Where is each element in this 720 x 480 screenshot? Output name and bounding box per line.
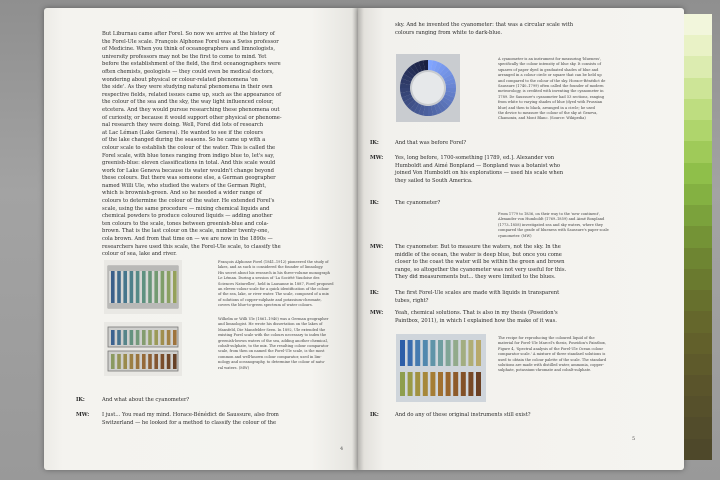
dialog-line: Yes, long before, 1700-something [1789, ed.]. Alexander von Humboldt and Aimé Bonpland — Bonpland was a botanist who joined Von Humboldt on his explorations — used his scale when they sailed to South America. (395, 155, 564, 184)
edge-tab-swatch (684, 248, 712, 269)
edge-tab-swatch (684, 333, 712, 354)
edge-tab-swatch (684, 417, 712, 438)
edge-tab-swatch (684, 290, 712, 311)
liquid-tube (423, 372, 428, 396)
ule-tube (136, 354, 140, 369)
dialog-speaker: IK: (370, 140, 379, 146)
left-page-number: 4 (340, 446, 344, 452)
liquid-tube (476, 340, 481, 366)
ule-tube (173, 330, 177, 345)
edge-tab-swatch (684, 163, 712, 184)
forel-tube (154, 271, 158, 303)
ule-tube (167, 330, 171, 345)
forel-tube (173, 271, 177, 303)
edge-tab-swatch (684, 141, 712, 162)
forel-tube (130, 271, 134, 303)
speaker-ik: IK: (76, 397, 85, 403)
liquid-tube (430, 372, 435, 396)
forel-scale-photo (104, 260, 182, 314)
edge-tab-swatch (684, 184, 712, 205)
liquid-tube (400, 340, 405, 366)
liquid-tube (423, 340, 428, 366)
humboldt-caption: From 1779 to 1836, on their way to the 'new continent', Alexander von Humboldt (1769–1859) and Aimé Bonpland (1773–1858) investigated sea and sky waters, where they compared the grade of blueness with Saussure's paper scale cyanometer. (MW) (498, 212, 609, 238)
liquid-tube (461, 340, 466, 366)
liquid-tube (408, 340, 413, 366)
ule-tube (111, 354, 115, 369)
ule-tube (161, 330, 165, 345)
cyanometer-caption: A cyanometer is an instrument for measuring 'blueness', specifically the colour intensity of blue sky. It consists of squares of paper dyed in graduated shades of blue and arranged in a colour circle or square that can be held up and compared to the colour of the sky. Horace-Bénédict de Saussure (1740–1799) often called the founder of modern meteorology, is credited with inventing the cyanometer in 1789. De Saussure's cyanometer had 53 sections, ranging from white to varying shades of blue (dyed with Prussian blue) and then to black, arranged in a circle; he used the device to measure the colour of the sky at Geneva, Chamonix, and Mont Blanc. (Source: Wikipedia) (498, 57, 606, 121)
book-gutter (352, 8, 364, 470)
forel-tube (142, 271, 146, 303)
forel-ule-scale-photo (104, 322, 182, 376)
dialog-speaker: IK: (370, 200, 379, 206)
dialog-speaker: IK: (370, 290, 379, 296)
ule-tube (130, 354, 134, 369)
speaker-mw: MW: (76, 412, 90, 418)
ule-tube (111, 330, 115, 345)
dialog-line: The cyanometer. But to measure the waters, not the sky. In the middle of the ocean, the water is deep blue, but once you come closer to the coast the water will be within the green and brown range, so altogether the cyanometer was not very useful for this. They did measurements but... they were limited to the blues. (395, 244, 567, 281)
edge-tab-swatch (684, 78, 712, 99)
edge-tab-swatch (684, 120, 712, 141)
liquid-tube (415, 372, 420, 396)
dialog-speaker: MW: (370, 244, 384, 250)
forel-tube (136, 271, 140, 303)
ule-tube (142, 354, 146, 369)
edge-tab-swatch (684, 205, 712, 226)
edge-tab-swatch (684, 35, 712, 56)
liquid-tube (453, 340, 458, 366)
ule-tube (148, 330, 152, 345)
ule-tube (173, 354, 177, 369)
edge-tab-swatch (684, 269, 712, 290)
liquid-tube (446, 372, 451, 396)
edge-tab-swatch (684, 14, 712, 35)
liquid-tube (438, 340, 443, 366)
edge-tab-swatch (684, 226, 712, 247)
edge-tab-swatch (684, 56, 712, 77)
ule-caption: Wilhelm or Willi Ule (1861–1940) was a German geographer and limnologist. He wrote his dissertation on the lakes of Mansfeld, Die Mansfelder Seen. In 1892, Ule extended the existing Forel scale with the colours necessary to index the greenish-brown waters of the sea, adding another chemical, cobalt-sulphate, to the mix. The resulting colour comparator scale, from then on named the Forel-Ule scale, is the most common and well-known colour comparator, used in lim- nology and oceanography, to determine the colour of natu- ral waters. (MW) (218, 317, 329, 370)
liquid-tube (461, 372, 466, 396)
edge-tab-swatch (684, 311, 712, 332)
ule-tube (154, 354, 158, 369)
ule-tube (154, 330, 158, 345)
forel-tube (167, 271, 171, 303)
dialog-speaker: MW: (370, 155, 384, 161)
edge-tab-swatch (684, 354, 712, 375)
ule-tube (136, 330, 140, 345)
forel-tube (123, 271, 127, 303)
forel-tube (161, 271, 165, 303)
liquid-tube (408, 372, 413, 396)
liquid-tube (468, 340, 473, 366)
dialog-line: And that was before Forel? (395, 140, 467, 146)
liquid-tube (453, 372, 458, 396)
ule-tube (117, 330, 121, 345)
colour-scale-edge-tabs (684, 14, 712, 460)
liquid-tube (446, 340, 451, 366)
edge-tab-swatch (684, 396, 712, 417)
left-mw-answer: I just... You read my mind. Horace-Bénédict de Saussure, also from Switzerland — he looked for a method to classify the colour of the (102, 412, 279, 426)
right-page-number: 5 (632, 436, 636, 442)
liquid-tube (430, 340, 435, 366)
ule-tube (123, 330, 127, 345)
dialog-speaker: IK: (370, 412, 379, 418)
dialog-line: And do any of these original instruments still exist? (395, 412, 531, 418)
edge-tab-swatch (684, 375, 712, 396)
liquid-tube (400, 372, 405, 396)
liquid-tube (438, 372, 443, 396)
cyanometer-photo (396, 54, 460, 122)
liquid-tubes-photo (396, 334, 486, 402)
dialog-line: The first Forel-Ule scales are made with liquids in transparent tubes, right? (395, 290, 560, 304)
forel-tube (117, 271, 121, 303)
liquid-tube (476, 372, 481, 396)
recipe-caption: The recipe for reproducing the coloured liquid of the material for Forel-Ule Marcel's thesis, Poseidon's Paintbox, Figure 4, 'Spectral analysis of the Forel-Ule Ocean colour comparator scale.' A mixture of three standard solutions is used to obtain the colour palette of the scale. The standard solutions are made with distilled water, ammonia, copper- sulphate, potassium-chromate and cobalt-sulphate. (498, 336, 607, 373)
forel-caption: François Alphonse Forel (1841–1912) pioneered the study of lakes, and as such is considered the founder of limnology. His secret about his research in his three-volume monograph Le Léman. During a session of 'La Société Vaudoise des Sciences Naturelles', held in Lausanne in 1887, Forel proposed an eleven-colour scale for a quick identification of the colour of the sea, lake, or river water. The scale, composed of a mix of solutions of copper-sulphate and potassium-chromate, covers the blue-to-green spectrum of water colours. (218, 260, 334, 308)
ule-tube (117, 354, 121, 369)
ule-tube (123, 354, 127, 369)
dialog-line: Yeah, chemical solutions. That is also in my thesis (Poseidon's Paintbox, 2011), in which I explained how the make of it was. (395, 310, 558, 324)
ule-tube (130, 330, 134, 345)
liquid-tube (468, 372, 473, 396)
left-body-text: But Liburnau came after Forel. So now we arrive at the history of the Forel-Ule scale. François Alphonse Forel was a Swiss professor of Medicine. When you think of oceanographers and limnologists, university professors may not be the first to come to mind. Yet before the establishment of the field, the first oceanographers were often chemists, geologists — they could even be medical doctors, wondering about physical or colour-related phenomena 'on the side'. As they were studying natural phenomena in their own respective fields, related issues came up, such as the appearance of the colour of the sea and the sky, the way light influenced colour, etcetera. And they would pursue researching these phenomena out of curiosity, or because it would support other physical or phenome- nal research they were doing. Well, Forel did lots of research at Lac Léman (Lake Geneva). He wanted to see if the colours of the lake changed during the seasons. So he came up with a colour scale to establish the colour of the water. This is called the Forel scale, with blue tones ranging from indigo blue to, let's say, greenish-blue: eleven classifications in total. And this scale would work for Lake Geneva because its water wouldn't change beyond these colours. But there was someone else, a German geographer named Willi Ule, who studied the waters of the German Right, which is brownish-green. And so he needed a wider range of colours to determine the colour of the water. He extended Forel's scale, using the same procedure — mixing chemical liquids and chemical powders to produce coloured liquids — adding another ten colours to the scale, tones between greenish-blue and cola- brown. That is the last colour on the scale, number twenty-one, cola brown. And from that time on — we are now in the 1890s — researchers have used this scale, the Forel-Ule scale, to classify the colour of sea, lake and river. (102, 31, 282, 258)
forel-tube (111, 271, 115, 303)
liquid-tube (415, 340, 420, 366)
ule-tube (142, 330, 146, 345)
ule-tube (161, 354, 165, 369)
left-ik-question: And what about the cyanometer? (102, 397, 190, 403)
dialog-line: The cyanometer? (395, 200, 441, 206)
dialog-speaker: MW: (370, 310, 384, 316)
edge-tab-swatch (684, 439, 712, 460)
forel-tube (148, 271, 152, 303)
ule-tube (148, 354, 152, 369)
right-intro-text: sky. And he invented the cyanometer: that was a circular scale with colours ranging from white to dark-blue. (395, 22, 574, 36)
edge-tab-swatch (684, 99, 712, 120)
ule-tube (167, 354, 171, 369)
